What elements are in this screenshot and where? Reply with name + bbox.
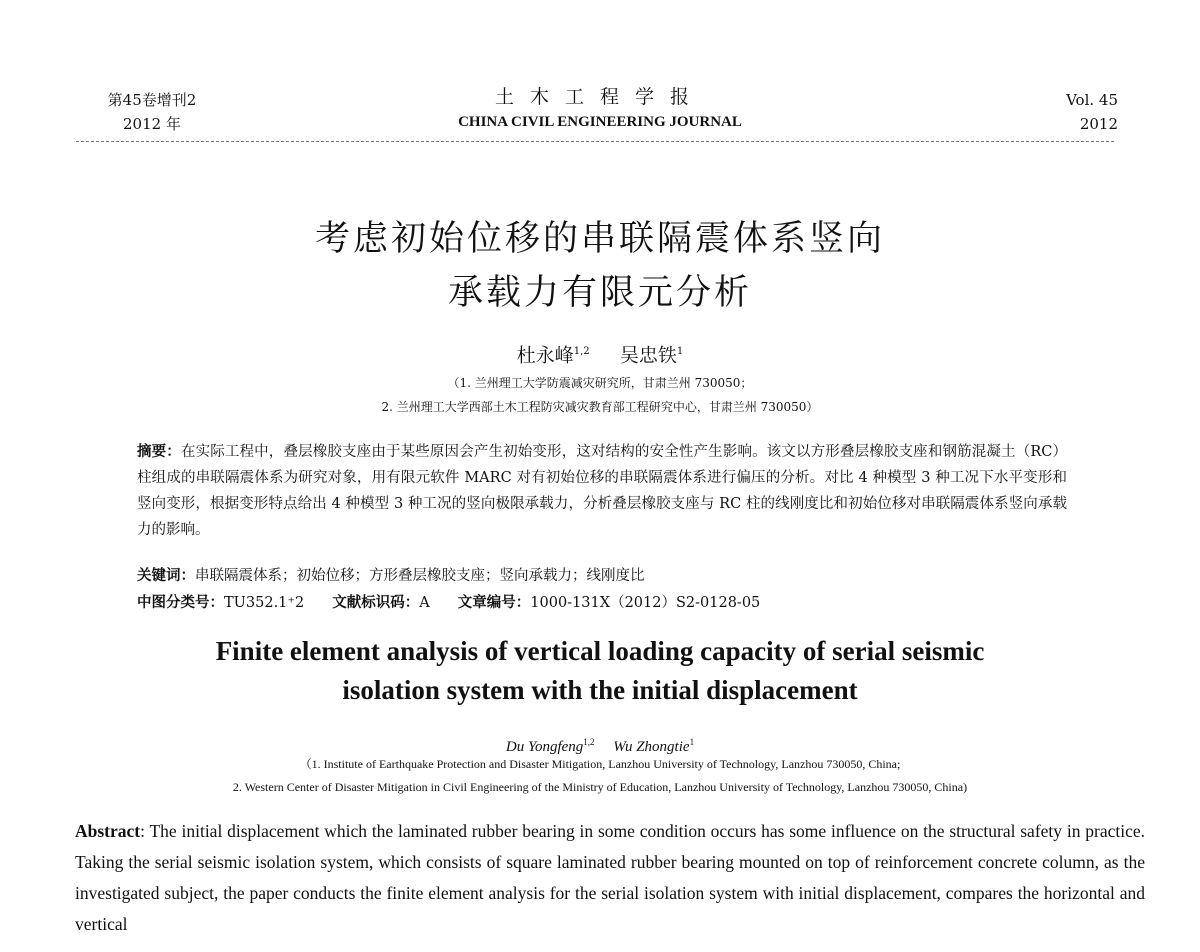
- authors-cn: [300, 338, 900, 369]
- affiliation-en-2: 2. Western Center of Disaster Mitigation in Civil Engineering of the Ministry of Education, Lanzhou University of Technology, Lanzhou 730050, China): [232, 780, 968, 794]
- affiliation-cn-2: 2. 兰州理工大学西部土木工程防灾减灾教育部工程研究中心，甘肃兰州 730050）: [381, 400, 819, 414]
- author-en-1: Du Yongfeng: [505, 739, 584, 755]
- author-en-1-affil: 1,2: [583, 737, 595, 747]
- header-volume-en: [1028, 88, 1118, 136]
- author-cn-1: 杜永峰: [516, 344, 574, 367]
- clc-label: 中图分类号：: [137, 595, 224, 611]
- doc-code-value: A: [419, 595, 430, 611]
- paper-title-en: [100, 632, 1100, 710]
- author-cn-2-affil: 1: [676, 346, 684, 357]
- paper-title-cn-line2: 承载力有限元分析: [447, 273, 752, 313]
- keywords-cn-label: 关键词：: [137, 568, 195, 584]
- journal-masthead: [300, 84, 900, 134]
- header-vol: Vol. 45: [1066, 91, 1118, 109]
- author-cn-2: 吴忠铁: [619, 344, 677, 367]
- affiliation-en-1: （1. Institute of Earthquake Protection and Disaster Mitigation, Lanzhou University of Technology, Lanzhou 730050, China;: [299, 757, 901, 771]
- affiliations-en: [40, 753, 1160, 799]
- clc-value: TU352.1⁺2: [224, 595, 305, 611]
- journal-name-cn: 土木工程学报: [494, 86, 705, 108]
- keywords-cn: [137, 563, 1067, 589]
- affiliation-cn-1: （1. 兰州理工大学防震减灾研究所，甘肃兰州 730050；: [447, 376, 753, 390]
- paper-title-cn-line1: 考虑初始位移的串联隔震体系竖向: [314, 219, 885, 259]
- author-en-2-affil: 1: [689, 737, 695, 747]
- abstract-cn-label: 摘要：: [137, 444, 181, 460]
- header-year-cn: 2012 年: [123, 115, 181, 133]
- header-volume-issue: 第45卷增刊2: [107, 91, 197, 109]
- author-cn-1-affil: 1,2: [573, 346, 590, 357]
- paper-title-cn: [150, 212, 1050, 320]
- article-number-label: 文章编号：: [457, 595, 531, 611]
- classification-line: [137, 590, 1067, 616]
- affiliations-cn: [200, 371, 1000, 419]
- header-volume-cn: [82, 88, 222, 136]
- header-divider: [76, 141, 1114, 142]
- abstract-en: [75, 816, 1145, 940]
- abstract-en-label: Abstract: [75, 821, 141, 841]
- header-year-en: 2012: [1079, 115, 1118, 133]
- abstract-cn: [137, 439, 1067, 543]
- abstract-en-text: : The initial displacement which the laminated rubber bearing in some condition occurs has some influence on the structural safety in practice. Taking the serial seismic isolation system, which consists of square laminated rubber bearing mounted on top of reinforcement concrete column, as the investigated subject, the paper conducts the finite element analysis for the serial isolation system with initial displacement, compares the horizontal and vertical: [75, 821, 1145, 934]
- article-number-value: 1000-131X（2012）S2-0128-05: [530, 595, 761, 611]
- doc-code-label: 文献标识码：: [332, 595, 420, 611]
- keywords-cn-text: 串联隔震体系；初始位移；方形叠层橡胶支座；竖向承载力；线刚度比: [195, 568, 645, 584]
- paper-title-en-line2: isolation system with the initial displacement: [342, 675, 858, 705]
- author-en-2: Wu Zhongtie: [613, 739, 690, 755]
- abstract-cn-text: 在实际工程中，叠层橡胶支座由于某些原因会产生初始变形，这对结构的安全性产生影响。该文以方形叠层橡胶支座和钢筋混凝土（RC）柱组成的串联隔震体系为研究对象，用有限元软件 MARC 对有初始位移的串联隔震体系进行偏压的分析。对比 4 种模型 3 种工况下水平变形和竖向变形，根据变形特点给出 4 种模型 3 种工况的竖向极限承载力，分析叠层橡胶支座与 RC 柱的线刚度比和初始位移对串联隔震体系竖向承载力的影响。: [137, 444, 1067, 538]
- journal-name-en: CHINA CIVIL ENGINEERING JOURNAL: [458, 114, 742, 130]
- paper-title-en-line1: Finite element analysis of vertical loading capacity of serial seismic: [215, 636, 985, 666]
